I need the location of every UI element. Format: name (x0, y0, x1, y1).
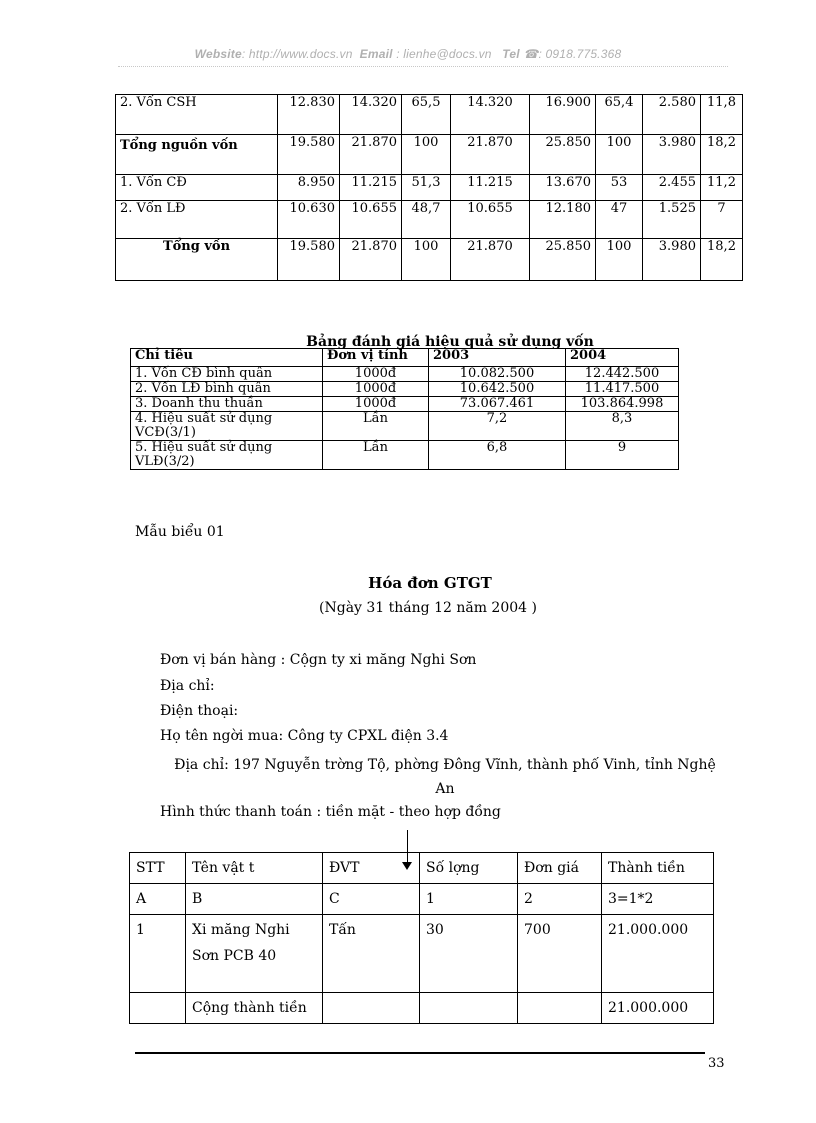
table-cell: 21.870 (340, 239, 402, 281)
table-row (116, 201, 743, 239)
table-cell: 11,2 (701, 175, 743, 201)
table-cell: 3.980 (643, 239, 701, 281)
table-cell: 16.900 (530, 95, 596, 135)
table-header-row (130, 853, 714, 884)
table-cell: 53 (596, 175, 643, 201)
payment-line: Hình thức thanh toán : tiền mặt - theo hợp đồng (160, 804, 501, 820)
table-cell: 5. Hiệu suất sử dụng VLĐ(3/2) (131, 441, 323, 470)
table-cell: 100 (402, 135, 451, 175)
table-cell: 2. Vốn LĐ bình quân (131, 382, 323, 397)
table-cell (518, 993, 602, 1024)
buyer-line: Họ tên ngời mua: Công ty CPXL điện 3.4 (160, 728, 449, 744)
table-cell: B (186, 884, 323, 915)
table-cell: 100 (596, 135, 643, 175)
table-cell: 11.417.500 (566, 382, 679, 397)
invoice-title: Hóa đơn GTGT (368, 574, 492, 592)
website-value: : http://www.docs.vn (241, 47, 353, 61)
page-header (0, 47, 816, 61)
efficiency-table-title: Bảng đánh giá hiệu quả sử dụng vốn (306, 334, 594, 350)
table-cell: 1000đ (323, 397, 429, 412)
table-cell: 3=1*2 (602, 884, 714, 915)
table-cell: Xi măng Nghi Sơn PCB 40 (186, 915, 323, 993)
table-cell: 73.067.461 (429, 397, 566, 412)
table-header-row (131, 349, 679, 367)
table-cell: 18,2 (701, 135, 743, 175)
column-header: Tên vật t (186, 853, 323, 884)
row-label: Tổng vốn (116, 239, 278, 281)
table-cell: 100 (596, 239, 643, 281)
table-cell: C (323, 884, 420, 915)
address-line: Địa chỉ: (160, 678, 215, 694)
table-cell: 14.320 (340, 95, 402, 135)
table-cell: Lần (323, 441, 429, 470)
row-label: Tổng nguồn vốn (116, 135, 278, 175)
table-cell: 3.980 (643, 135, 701, 175)
table-cell: 21.870 (451, 239, 530, 281)
tel-value: : 0918.775.368 (538, 47, 622, 61)
website-label: Website (194, 47, 242, 61)
table-cell: 19.580 (278, 135, 340, 175)
table-cell: 25.850 (530, 239, 596, 281)
table-cell: 7,2 (429, 412, 566, 441)
table-cell: 2.455 (643, 175, 701, 201)
table-cell: 65,4 (596, 95, 643, 135)
phone-line: Điện thoại: (160, 703, 239, 719)
total-label: Cộng thành tiền (186, 993, 323, 1024)
table-cell: 10.630 (278, 201, 340, 239)
table-row (131, 367, 679, 382)
table-cell: 11.215 (451, 175, 530, 201)
tel-label: Tel (502, 47, 520, 61)
table-row (130, 915, 714, 993)
row-label: 2. Vốn CSH (116, 95, 278, 135)
table-cell: 21.870 (451, 135, 530, 175)
table-cell: 51,3 (402, 175, 451, 201)
column-header: Số lợng (420, 853, 518, 884)
footer-divider (135, 1052, 705, 1054)
table-cell: 1 (130, 915, 186, 993)
table-cell: 1 (420, 884, 518, 915)
table-row (131, 412, 679, 441)
table-cell: 100 (402, 239, 451, 281)
capital-table (115, 94, 743, 281)
table-row (131, 382, 679, 397)
table-cell (420, 993, 518, 1024)
table-cell: 11.215 (340, 175, 402, 201)
total-amount: 21.000.000 (602, 993, 714, 1024)
table-cell: 65,5 (402, 95, 451, 135)
invoice-table (129, 852, 714, 1024)
table-cell: 14.320 (451, 95, 530, 135)
seller-line: Đơn vị bán hàng : Cộgn ty xi măng Nghi Sơn (160, 652, 477, 668)
table-cell: 12.442.500 (566, 367, 679, 382)
table-cell (323, 993, 420, 1024)
table-cell: 4. Hiệu suất sử dụng VCĐ(3/1) (131, 412, 323, 441)
table-cell: 9 (566, 441, 679, 470)
table-cell: 6,8 (429, 441, 566, 470)
table-row (116, 95, 743, 135)
table-cell: 25.850 (530, 135, 596, 175)
column-header: STT (130, 853, 186, 884)
table-cell: Lần (323, 412, 429, 441)
column-header: ĐVT (323, 853, 420, 884)
table-row (116, 135, 743, 175)
table-cell: 1000đ (323, 382, 429, 397)
table-cell: 8,3 (566, 412, 679, 441)
table-cell: 30 (420, 915, 518, 993)
email-value: : lienhe@docs.vn (396, 47, 492, 61)
table-cell: 2.580 (643, 95, 701, 135)
form-label: Mẫu biểu 01 (135, 524, 225, 540)
table-cell: 103.864.998 (566, 397, 679, 412)
table-cell: 1000đ (323, 367, 429, 382)
email-label: Email (359, 47, 393, 61)
table-cell: 10.082.500 (429, 367, 566, 382)
table-cell: 700 (518, 915, 602, 993)
table-cell: 10.642.500 (429, 382, 566, 397)
table-row (131, 441, 679, 470)
table-cell: 47 (596, 201, 643, 239)
table-cell: A (130, 884, 186, 915)
table-cell: Tấn (323, 915, 420, 993)
table-cell: 21.000.000 (602, 915, 714, 993)
table-cell: 1. Vốn CĐ bình quân (131, 367, 323, 382)
column-header: 2003 (429, 349, 566, 367)
invoice-date: (Ngày 31 tháng 12 năm 2004 ) (319, 600, 537, 616)
efficiency-table (130, 348, 679, 470)
table-cell: 10.655 (340, 201, 402, 239)
table-row (131, 397, 679, 412)
page-number: 33 (708, 1056, 725, 1071)
table-row (116, 175, 743, 201)
column-header: Thành tiền (602, 853, 714, 884)
row-label: 2. Vốn LĐ (116, 201, 278, 239)
column-header: 2004 (566, 349, 679, 367)
table-cell (130, 993, 186, 1024)
header-divider (118, 66, 728, 67)
table-cell: 7 (701, 201, 743, 239)
table-cell: 19.580 (278, 239, 340, 281)
table-cell: 2 (518, 884, 602, 915)
table-cell: 12.830 (278, 95, 340, 135)
row-label: 1. Vốn CĐ (116, 175, 278, 201)
table-cell: 12.180 (530, 201, 596, 239)
table-cell: 13.670 (530, 175, 596, 201)
table-cell: 11,8 (701, 95, 743, 135)
table-row (130, 884, 714, 915)
table-cell: 1.525 (643, 201, 701, 239)
table-cell: 21.870 (340, 135, 402, 175)
column-header: Chỉ tiêu (131, 349, 323, 367)
table-cell: 8.950 (278, 175, 340, 201)
column-header: Đơn giá (518, 853, 602, 884)
table-row (130, 993, 714, 1024)
phone-icon: ☎ (523, 47, 539, 61)
table-row (116, 239, 743, 281)
table-cell: 18,2 (701, 239, 743, 281)
column-header: Đơn vị tính (323, 349, 429, 367)
buyer-address: Địa chỉ: 197 Nguyễn trờng Tộ, phờng Đông Vĩnh, thành phố Vinh, tỉnh Nghệ An (174, 757, 716, 797)
table-cell: 3. Doanh thu thuần (131, 397, 323, 412)
table-cell: 48,7 (402, 201, 451, 239)
table-cell: 10.655 (451, 201, 530, 239)
